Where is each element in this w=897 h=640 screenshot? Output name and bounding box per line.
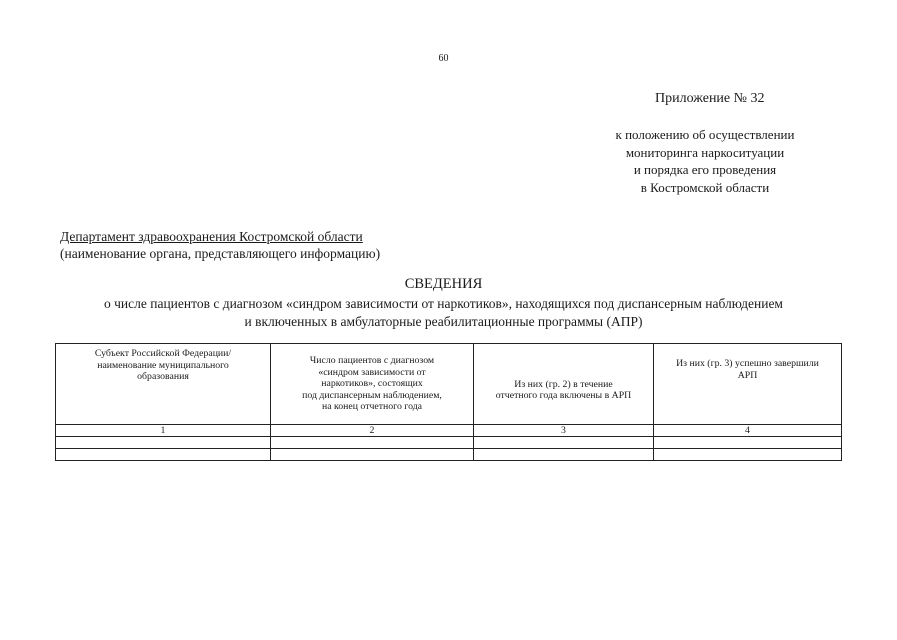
subheading-line: и включенных в амбулаторные реабилитационные программы (АПР)	[244, 314, 643, 329]
table-cell	[56, 437, 271, 449]
table-cell	[56, 449, 271, 461]
page-number: 60	[438, 53, 449, 64]
table-cell	[474, 437, 654, 449]
header-subject: Субъект Российской Федерации/ наименование муниципального образования	[56, 344, 271, 425]
organization-name: Департамент здравоохранения Костромской области	[60, 229, 363, 244]
table-row	[56, 449, 842, 461]
report-table	[55, 343, 842, 461]
column-number-row	[56, 425, 842, 437]
organization-caption: (наименование органа, представляющего информацию)	[60, 246, 381, 261]
table-header-row	[56, 344, 842, 425]
table-cell	[271, 449, 474, 461]
appendix-basis-line: в Костромской области	[640, 179, 770, 195]
table-cell	[654, 437, 842, 449]
column-number: 4	[654, 425, 842, 437]
appendix-title: Приложение № 32	[655, 91, 765, 106]
appendix-basis-line: и порядка его проведения	[633, 162, 777, 177]
table-cell	[654, 449, 842, 461]
document-subheading	[40, 295, 847, 331]
table-row	[56, 437, 842, 449]
subheading-line: о числе пациентов с диагнозом «синдром зависимости от наркотиков», находящихся под диспансерным наблюдением	[104, 296, 783, 311]
appendix-basis-line: к положению об осуществлении	[615, 127, 795, 142]
header-included-arp: Из них (гр. 2) в течение отчетного года включены в АРП	[474, 344, 654, 425]
document-heading: СВЕДЕНИЯ	[404, 276, 483, 292]
table-cell	[271, 437, 474, 449]
header-completed-arp: Из них (гр. 3) успешно завершили АРП	[654, 344, 842, 425]
table-cell	[474, 449, 654, 461]
header-patients-count: Число пациентов с диагнозом «синдром зависимости от наркотиков», состоящих под диспансерным наблюдением, на конец отчетного года	[271, 344, 474, 425]
appendix-basis	[590, 126, 820, 196]
column-number: 2	[271, 425, 474, 437]
column-number: 3	[474, 425, 654, 437]
appendix-basis-line: мониторинга наркоситуации	[625, 144, 785, 160]
column-number: 1	[56, 425, 271, 437]
